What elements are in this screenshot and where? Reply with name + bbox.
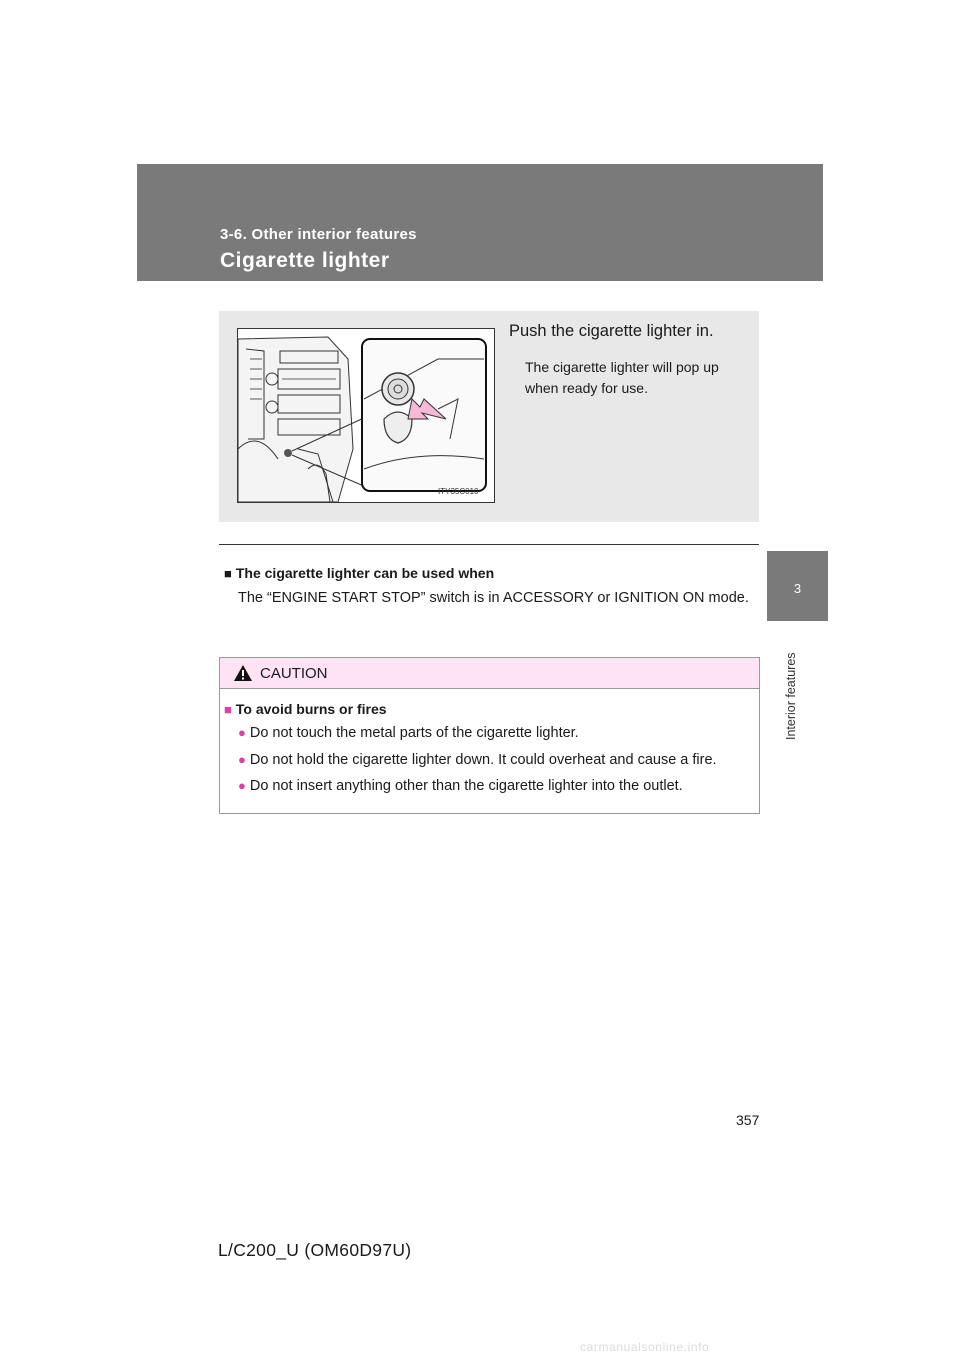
square-bullet-icon: ■	[224, 566, 232, 581]
list-item: ● Do not insert anything other than the cigarette lighter into the outlet.	[238, 778, 683, 794]
section-divider	[219, 544, 759, 545]
image-code: ITY35C010	[438, 487, 479, 496]
warning-icon	[233, 664, 253, 682]
bullet-dot-icon: ●	[238, 778, 246, 793]
list-item: ● Do not hold the cigarette lighter down. It could overheat and cause a fire.	[238, 751, 717, 768]
square-bullet-icon: ■	[224, 702, 232, 717]
page-number: 357	[736, 1112, 760, 1128]
caution-heading	[224, 701, 387, 717]
list-item: ● Do not touch the metal parts of the cigarette lighter.	[238, 725, 579, 741]
figure-panel	[219, 311, 759, 522]
caution-list	[238, 724, 717, 804]
chapter-title: Interior features	[784, 652, 798, 740]
chapter-number: 3	[793, 581, 802, 596]
caution-label: CAUTION	[260, 665, 328, 682]
instruction-note: The cigarette lighter will pop up when ready for use.	[525, 359, 719, 396]
header-band	[137, 164, 823, 281]
caution-box	[219, 657, 760, 814]
cigarette-lighter-illustration	[238, 329, 494, 502]
document-code: L/C200_U (OM60D97U)	[218, 1240, 412, 1260]
caution-heading-text: To avoid burns or fires	[235, 701, 387, 717]
bullet-dot-icon: ●	[238, 751, 246, 767]
section-label: 3-6. Other interior features	[220, 226, 417, 243]
bullet-dot-icon: ●	[238, 725, 246, 740]
caution-header	[220, 658, 759, 689]
chapter-tab[interactable]	[767, 551, 828, 621]
info-heading	[224, 565, 494, 581]
info-heading-text: The cigarette lighter can be used when	[235, 565, 495, 581]
info-body: The “ENGINE START STOP” switch is in ACCESSORY or IGNITION ON mode.	[238, 590, 749, 606]
page-title: Cigarette lighter	[220, 249, 390, 272]
watermark: carmanualsonline.info	[580, 1340, 710, 1354]
dashboard-illustration	[237, 328, 495, 503]
instruction-step: Push the cigarette lighter in.	[509, 322, 714, 340]
